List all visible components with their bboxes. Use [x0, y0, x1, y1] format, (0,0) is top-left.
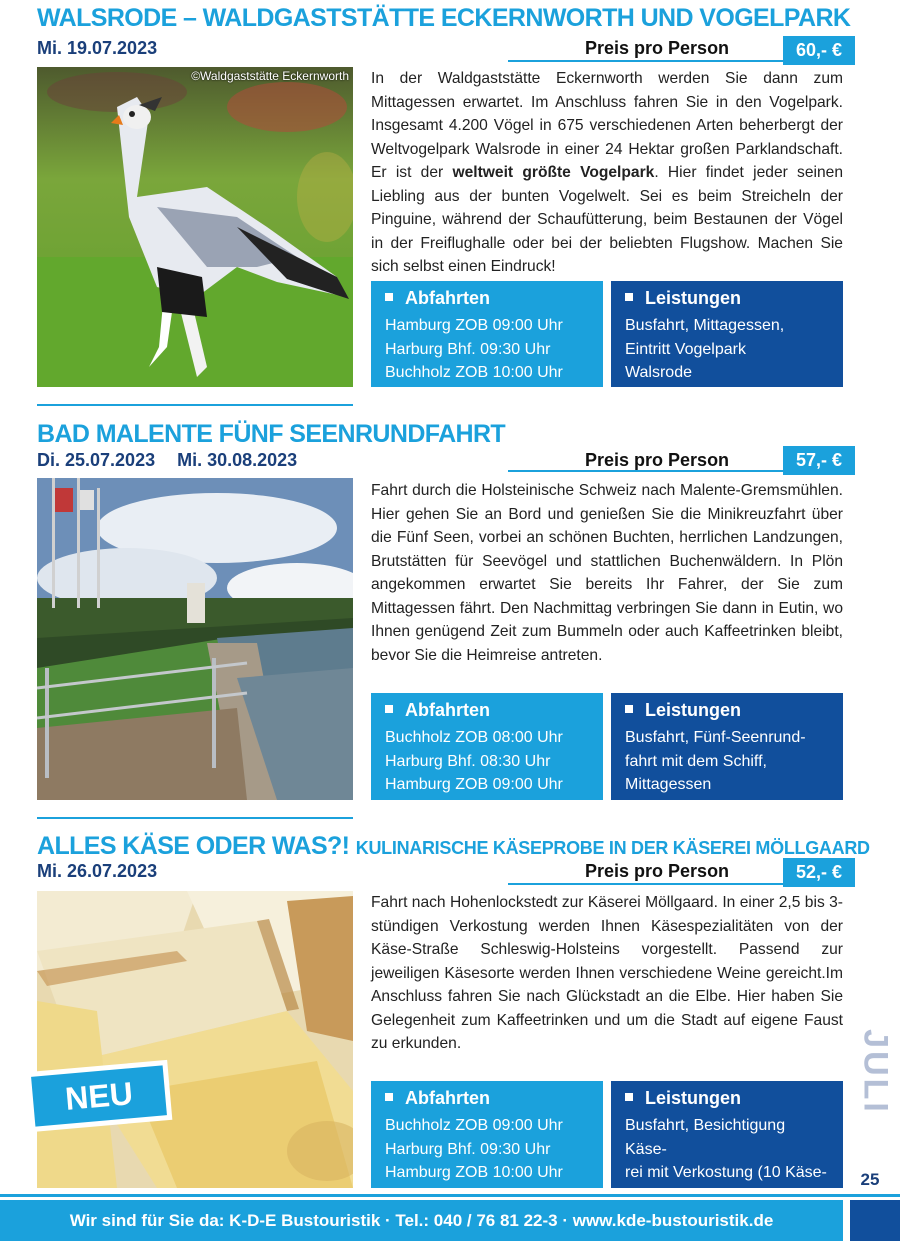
tour3-price-label: Preis pro Person	[585, 861, 730, 881]
tour3-price-line	[508, 883, 783, 885]
page-number: 25	[860, 1170, 880, 1189]
tour2-services-box: Leistungen Busfahrt, Fünf-Seenrund- fahrt mit dem Schiff, Mittagessen	[611, 693, 843, 800]
bullet-square-icon	[385, 1093, 393, 1101]
bullet-square-icon	[385, 293, 393, 301]
tour1-price-badge: 60,- €	[783, 36, 855, 65]
tour2-service: Mittagessen	[625, 776, 712, 793]
tour2-departure: Hamburg ZOB 09:00 Uhr	[385, 776, 563, 793]
tour3-subtitle: KULINARISCHE KÄSEPROBE IN DER KÄSEREI MÖLLGAARD	[355, 838, 870, 858]
bullet-square-icon	[385, 705, 393, 713]
footer-divider	[0, 1194, 900, 1197]
tour1-departure: Harburg Bhf. 09:30 Uhr	[385, 340, 551, 358]
tour2-dates: Di. 25.07.2023 Mi. 30.08.2023	[37, 450, 298, 470]
tour3-service: Busfahrt, Besichtigung Käse-	[625, 1117, 786, 1158]
section-divider	[37, 817, 353, 819]
tour2-service: fahrt mit dem Schiff,	[625, 752, 767, 770]
tour3-services-box: Leistungen Busfahrt, Besichtigung Käse- rei mit Verkostung (10 Käse-	[611, 1081, 843, 1188]
tour1-services-box: Leistungen Busfahrt, Mittagessen, Eintritt Vogelpark Walsrode	[611, 281, 843, 387]
tour1-date: Mi. 19.07.2023	[37, 38, 158, 58]
tour1-price-label: Preis pro Person	[585, 38, 730, 58]
footer-corner-block	[850, 1200, 900, 1241]
tour3-departure: Harburg Bhf. 09:30 Uhr	[385, 1140, 551, 1158]
tour2-photo-lakeside	[37, 478, 353, 800]
tour2-departure: Harburg Bhf. 08:30 Uhr	[385, 752, 551, 770]
tour1-description-highlight: weltweit größte Vogelpark	[452, 164, 655, 181]
tour3-departures-box: Abfahrten Buchholz ZOB 09:00 Uhr Harburg Bhf. 09:30 Uhr Hamburg ZOB 10:00 Uhr	[371, 1081, 603, 1188]
tour1-photo-secretary-bird	[37, 67, 353, 387]
tour2-departure: Buchholz ZOB 08:00 Uhr	[385, 729, 563, 746]
section-divider	[37, 404, 353, 406]
tour1-service: Eintritt Vogelpark	[625, 340, 746, 358]
footer-contact-bar: Wir sind für Sie da: K-D-E Bustouristik · Tel.: 040 / 76 81 22-3 · www.kde-bustouristik.de	[0, 1200, 843, 1241]
bullet-square-icon	[625, 1093, 633, 1101]
tour3-description: Fahrt nach Hohenlockstedt zur Käserei Möllgaard. In einer 2,5 bis 3-stündigen Verkostung werden Ihnen Käsespezialitäten von der Käse-Straße Schleswig-Holsteins vorgestellt. Passend zur jeweiligen Käsesorte werden Ihnen verschiedene Weine gereicht.Im Anschluss fahren Sie nach Glückstadt an die Elbe. Hier haben Sie Gelegenheit zum Kaffeetrinken und um die Stadt auf eigene Faust zu erkunden.	[371, 894, 843, 1052]
tour2-service: Busfahrt, Fünf-Seenrund-	[625, 729, 806, 746]
tour3-price-badge: 52,- €	[783, 858, 855, 887]
bullet-square-icon	[625, 293, 633, 301]
bullet-square-icon	[625, 705, 633, 713]
tour1-departure: Hamburg ZOB 09:00 Uhr	[385, 317, 563, 334]
tour2-description: Fahrt durch die Holsteinische Schweiz nach Malente-Gremsmühlen. Hier gehen Sie an Bord und genießen Sie die Minikreuzfahrt über die Fünf Seen, vorbei an schönen Buchten, herrlichen Landzungen, Brutstätten für Seevögel und stattlichen Buchenwäldern. In Plön angekommen erwartet Sie bereits Ihr Fahrer, der Sie zum Mittagessen fährt. Den Nachmittag verbringen Sie dann in Eutin, wo Ihnen genügend Zeit zum Bummeln oder auch Kaffeetrinken bleibt, bevor Sie die Heimreise antreten.	[371, 482, 843, 664]
tour3-service: rei mit Verkostung (10 Käse-	[625, 1164, 827, 1181]
new-badge: NEU	[26, 1060, 173, 1132]
tour3-departure: Hamburg ZOB 10:00 Uhr	[385, 1164, 563, 1181]
tour1-departure: Buchholz ZOB 10:00 Uhr	[385, 364, 563, 381]
tour2-price-label: Preis pro Person	[585, 450, 730, 470]
tour3-title: ALLES KÄSE ODER WAS?! KULINARISCHE KÄSEPROBE IN DER KÄSEREI MÖLLGAARD	[37, 832, 870, 860]
tour1-description: In der Waldgaststätte Eckernworth werden Sie dann zum Mittagessen erwartet. Im Anschluss fahren Sie in den Vogelpark. Insgesamt 4.200 Vögel in 675 verschiedenen Arten beherbergt der Weltvogelpark Walsrode in einer 24 Hektar großen Parklandschaft. Er ist der weltweit größte Vogelpark. Hier findet jeder seinen Liebling aus der bunten Vogelwelt. Sei es beim Streicheln der Pinguine, während der Schaufütterung, beim Bestaunen der Vögel in der Freiflughalle oder bei der beliebten Flugshow. Machen Sie sich selbst einen Eindruck!	[371, 70, 843, 275]
tour1-price-line	[508, 60, 783, 62]
tour2-departures-box: Abfahrten Buchholz ZOB 08:00 Uhr Harburg Bhf. 08:30 Uhr Hamburg ZOB 09:00 Uhr	[371, 693, 603, 800]
side-month-label: JULI	[856, 1029, 895, 1115]
tour3-departure: Buchholz ZOB 09:00 Uhr	[385, 1117, 563, 1134]
tour1-image-credit: ©Waldgaststätte Eckernworth	[191, 69, 349, 83]
tour1-title: WALSRODE – WALDGASTSTÄTTE ECKERNWORTH UND VOGELPARK	[37, 4, 851, 32]
tour1-service: Walsrode	[625, 364, 692, 381]
tour1-service: Busfahrt, Mittagessen,	[625, 317, 785, 334]
tour1-departures-box: Abfahrten Hamburg ZOB 09:00 Uhr Harburg Bhf. 09:30 Uhr Buchholz ZOB 10:00 Uhr	[371, 281, 603, 387]
tour2-title: BAD MALENTE FÜNF SEENRUNDFAHRT	[37, 420, 506, 448]
tour3-date: Mi. 26.07.2023	[37, 861, 158, 881]
tour2-price-badge: 57,- €	[783, 446, 855, 475]
tour3-photo-cheese	[37, 891, 353, 1188]
